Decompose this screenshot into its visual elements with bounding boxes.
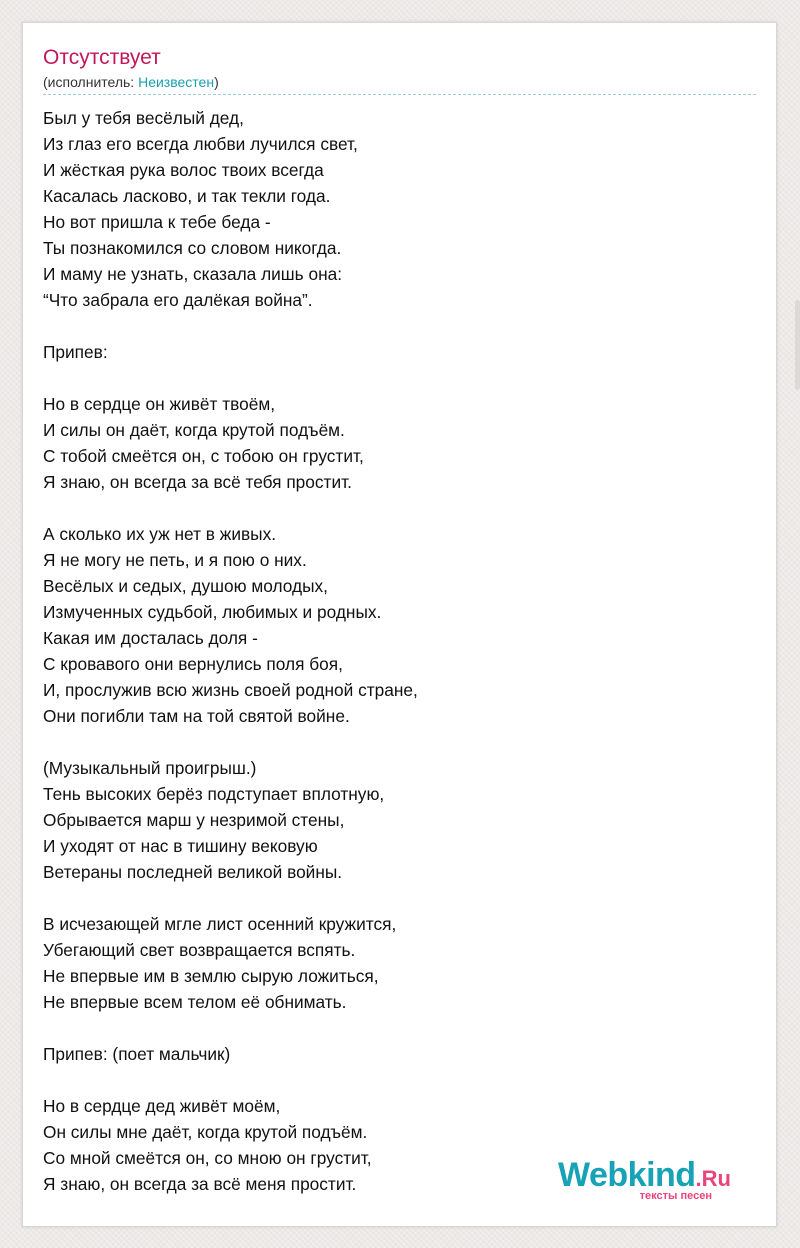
lyrics-line: Обрывается марш у незримой стены, (43, 810, 345, 830)
lyrics-line: Я знаю, он всегда за всё меня простит. (43, 1174, 357, 1194)
lyrics-line: (Музыкальный проигрыш.) (43, 758, 257, 778)
lyrics-line: Ветераны последней великой войны. (43, 862, 343, 882)
lyrics-line: “Что забрала его далёкая война”. (43, 290, 313, 310)
logo-brand: Webkind (558, 1156, 696, 1194)
lyrics-line: Весёлых и седых, душою молодых, (43, 576, 328, 596)
lyrics-stanza (43, 521, 758, 729)
artist-line (43, 73, 219, 91)
header-divider (43, 94, 756, 95)
artist-prefix: (исполнитель: (43, 74, 139, 90)
lyrics-stanza (43, 339, 758, 365)
lyrics-stanza (43, 105, 758, 313)
scrollbar-thumb[interactable] (795, 300, 800, 390)
lyrics-line: Касалась ласково, и так текли года. (43, 186, 331, 206)
lyrics-line: Припев: (поет мальчик) (43, 1044, 231, 1064)
lyrics-line: Не впервые всем телом её обнимать. (43, 992, 347, 1012)
lyrics-line: Ты познакомился со словом никогда. (43, 238, 342, 258)
lyrics-text (43, 105, 758, 1223)
lyrics-line: И, прослужив всю жизнь своей родной стране, (43, 680, 418, 700)
lyrics-stanza (43, 911, 758, 1015)
lyrics-line: Был у тебя весёлый дед, (43, 108, 244, 128)
lyrics-line: И силы он даёт, когда крутой подъём. (43, 420, 345, 440)
lyrics-card (22, 22, 777, 1227)
lyrics-line: Со мной смеётся он, со мною он грустит, (43, 1148, 372, 1168)
logo-tld: .Ru (695, 1166, 731, 1191)
lyrics-line: Какая им досталась доля - (43, 628, 258, 648)
lyrics-line: Но в сердце он живёт твоём, (43, 394, 276, 414)
lyrics-line: Я не могу не петь, и я пою о них. (43, 550, 307, 570)
lyrics-stanza (43, 1041, 758, 1067)
song-title: Отсутствует (43, 46, 161, 69)
lyrics-line: И уходят от нас в тишину вековую (43, 836, 318, 856)
lyrics-line: И жёсткая рука волос твоих всегда (43, 160, 324, 180)
lyrics-line: Убегающий свет возвращается вспять. (43, 940, 356, 960)
lyrics-line: Тень высоких берёз подступает вплотную, (43, 784, 385, 804)
lyrics-line: Из глаз его всегда любви лучился свет, (43, 134, 358, 154)
lyrics-line: Я знаю, он всегда за всё тебя простит. (43, 472, 352, 492)
lyrics-line: Не впервые им в землю сырую ложиться, (43, 966, 379, 986)
lyrics-line: Они погибли там на той святой войне. (43, 706, 350, 726)
lyrics-stanza (43, 391, 758, 495)
artist-link[interactable]: Неизвестен (138, 74, 215, 90)
artist-suffix: ) (214, 74, 219, 90)
lyrics-line: И маму не узнать, сказала лишь она: (43, 264, 343, 284)
lyrics-line: С кровавого они вернулись поля боя, (43, 654, 343, 674)
lyrics-line: Измученных судьбой, любимых и родных. (43, 602, 382, 622)
lyrics-line: А сколько их уж нет в живых. (43, 524, 277, 544)
lyrics-line: Припев: (43, 342, 108, 362)
site-logo[interactable] (558, 1158, 748, 1204)
lyrics-line: В исчезающей мгле лист осенний кружится, (43, 914, 397, 934)
lyrics-line: Но в сердце дед живёт моём, (43, 1096, 281, 1116)
logo-tagline: тексты песен (639, 1190, 712, 1202)
lyrics-line: С тобой смеётся он, с тобою он грустит, (43, 446, 364, 466)
lyrics-line: Он силы мне даёт, когда крутой подъём. (43, 1122, 368, 1142)
lyrics-stanza (43, 755, 758, 885)
lyrics-line: Но вот пришла к тебе беда - (43, 212, 271, 232)
